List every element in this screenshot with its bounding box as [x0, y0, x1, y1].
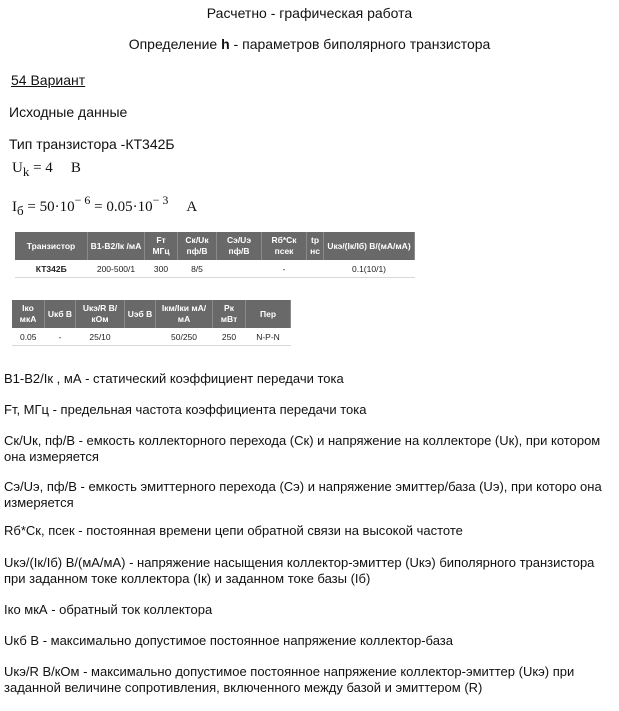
- table-header-cell: Сэ/Uэ пф/В: [217, 232, 262, 260]
- definition-collector-capacitance: Ск/Uк, пф/В - емкость коллекторного перехода (Ск) и напряжение на коллекторе (Uк), при котором она измеряется: [4, 433, 601, 464]
- source-data-heading: Исходные данные: [9, 104, 128, 120]
- formula-ib-exp2: − 3: [152, 193, 169, 207]
- subtitle-part-2: - параметров биполярного транзистора: [229, 36, 491, 52]
- table-cell: 50/250: [156, 328, 213, 346]
- table-header-cell: tр нс: [307, 232, 324, 260]
- table-header-row: [12, 300, 291, 328]
- definition-collector-base-voltage: Uкб В - максимально допустимое постоянное напряжение коллектор-база: [4, 633, 453, 648]
- table-header-cell: Uкэ/(Iк/Iб) В/(мА/мА): [324, 232, 415, 260]
- formula-base-current: [12, 193, 197, 219]
- formula-ib-exp1: − 6: [74, 193, 91, 207]
- table-header-cell: Пер: [246, 300, 291, 328]
- subtitle-part-1: Определение: [128, 36, 222, 52]
- table-cell: 25/10: [76, 328, 125, 346]
- subtitle-h-symbol: h: [221, 36, 230, 52]
- definition-reverse-current: Iко мкА - обратный ток коллектора: [4, 602, 213, 617]
- definition-collector-emitter-voltage: Uкэ/R В/кОм - максимально допустимое постоянное напряжение коллектор-эмиттер (Uкэ) при заданной величине сопротивления, включенного между базой и эмиттером (R): [4, 664, 575, 695]
- table-row: [12, 328, 291, 346]
- table-cell: [217, 260, 262, 278]
- formula-ib-part2: = 0.05·10: [90, 199, 153, 215]
- table-row: [15, 260, 415, 278]
- table-header-cell: Iкм/Iки мА/мА: [156, 300, 213, 328]
- definition-cutoff-frequency: Fт, МГц - предельная частота коэффициента передачи тока: [4, 402, 367, 417]
- definition-gain: В1-В2/Iк , мА - статический коэффициент передачи тока: [4, 371, 344, 386]
- table-cell: 250: [213, 328, 246, 346]
- table-cell: 300: [145, 260, 178, 278]
- parameters-table-2: [12, 300, 291, 346]
- definition-saturation-voltage: Uкэ/(Iк/Iб) В/(мА/мА) - напряжение насыщения коллектор-эмиттер (Uкэ) биполярного транзистора при заданном токе коллектора (Iк) и заданном токе базы (Iб): [4, 555, 595, 586]
- table-header-cell: Ск/Uк пф/В: [178, 232, 217, 260]
- table-cell: КТ342Б: [15, 260, 88, 278]
- table-cell: 8/5: [178, 260, 217, 278]
- table-header-cell: Рк мВт: [213, 300, 246, 328]
- variant-heading: 54 Вариант: [11, 72, 86, 88]
- table-header-cell: Rб*Ск псек: [262, 232, 307, 260]
- table-cell: [125, 328, 156, 346]
- table-cell: -: [262, 260, 307, 278]
- table-cell: 0.1(10/1): [324, 260, 415, 278]
- table-cell: 200-500/1: [88, 260, 145, 278]
- parameters-table-1: [15, 232, 415, 278]
- formula-collector-voltage: [12, 160, 81, 180]
- formula-ib-symbol: I: [12, 199, 17, 215]
- transistor-type: Тип транзистора -КТ342Б: [9, 136, 175, 152]
- table-cell: 0.05: [12, 328, 45, 346]
- formula-uk-value: = 4: [29, 160, 53, 176]
- table-cell: [307, 260, 324, 278]
- table-header-cell: В1-В2/Iк /мА: [88, 232, 145, 260]
- formula-uk-symbol: U: [12, 160, 23, 176]
- page-subtitle: [0, 36, 619, 52]
- table-cell: N-P-N: [246, 328, 291, 346]
- table-header-cell: Iко мкА: [12, 300, 45, 328]
- formula-ib-unit: A: [186, 199, 198, 215]
- formula-uk-sub: k: [22, 164, 30, 179]
- definition-time-constant: Rб*Ск, псек - постоянная времени цепи обратной связи на высокой частоте: [4, 523, 463, 538]
- table-cell: -: [45, 328, 76, 346]
- table-header-cell: Uкб В: [45, 300, 76, 328]
- page-title: Расчетно - графическая работа: [206, 5, 413, 21]
- formula-uk-unit: B: [70, 160, 81, 176]
- table-header-cell: Fт МГц: [145, 232, 178, 260]
- formula-ib-sub: б: [17, 203, 24, 218]
- table-header-cell: Uкэ/R В/кОм: [76, 300, 125, 328]
- table-header-cell: Транзистор: [15, 232, 88, 260]
- formula-ib-part1: = 50·10: [23, 199, 75, 215]
- definition-emitter-capacitance: Сэ/Uэ, пф/В - емкость эмиттерного перехода (Сэ) и напряжение эмиттер/база (Uэ), при которо она измеряется: [4, 479, 602, 510]
- table-header-row: [15, 232, 415, 260]
- table-header-cell: Uэб В: [125, 300, 156, 328]
